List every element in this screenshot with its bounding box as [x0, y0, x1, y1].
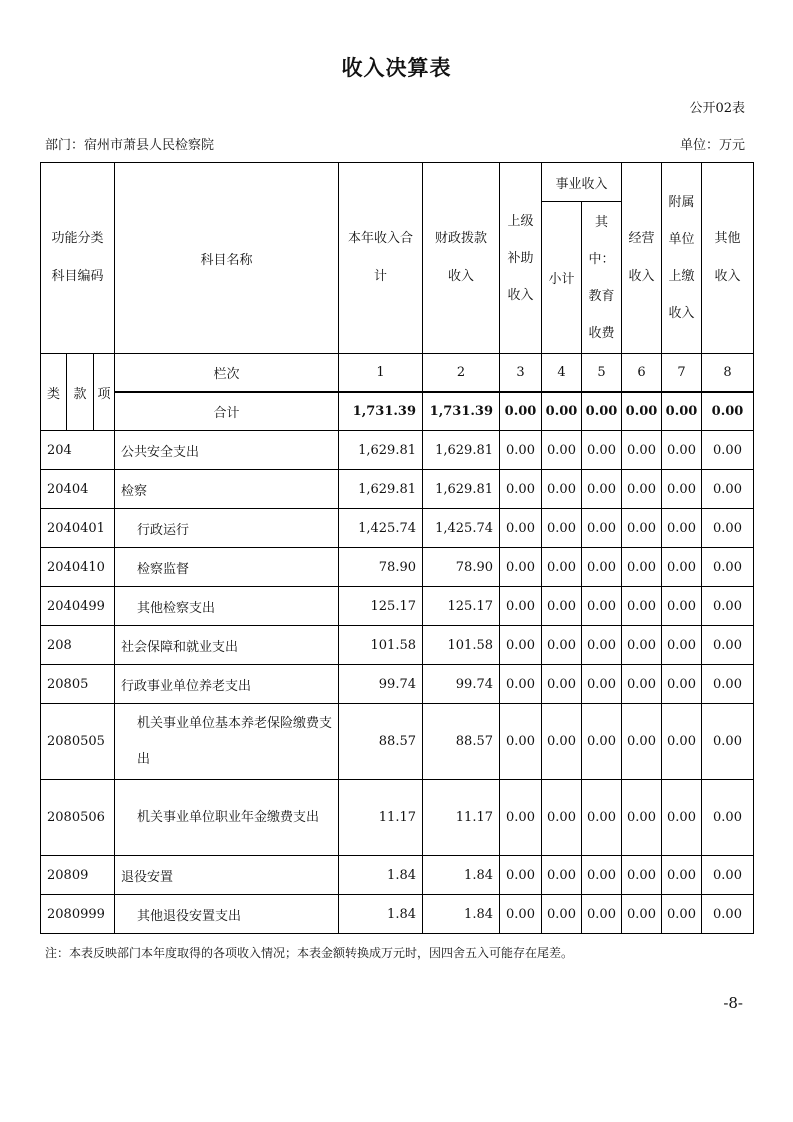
row-value: 0.00: [662, 895, 702, 934]
row-name: 退役安置: [115, 856, 339, 895]
row-value: 0.00: [662, 587, 702, 626]
table-row: [41, 895, 754, 934]
row-value: 0.00: [542, 665, 582, 704]
row-value: 0.00: [622, 509, 662, 548]
row-value: 0.00: [662, 548, 702, 587]
row-value: 1.84: [339, 895, 423, 934]
row-code: 2080999: [41, 895, 115, 934]
col-num: 1: [339, 354, 423, 392]
total-value: 1,731.39: [339, 392, 423, 431]
table-row: [41, 548, 754, 587]
row-value: 0.00: [622, 665, 662, 704]
row-value: 0.00: [622, 780, 662, 856]
row-value: 0.00: [582, 548, 622, 587]
row-value: 99.74: [339, 665, 423, 704]
row-value: 0.00: [542, 856, 582, 895]
row-value: 0.00: [500, 704, 542, 780]
table-row: [41, 780, 754, 856]
row-value: 0.00: [702, 780, 754, 856]
table-row: [41, 856, 754, 895]
row-value: 11.17: [339, 780, 423, 856]
department-label: 部门：宿州市萧县人民检察院: [45, 138, 215, 153]
row-value: 0.00: [500, 548, 542, 587]
row-value: 1,629.81: [339, 470, 423, 509]
row-name: 公共安全支出: [115, 431, 339, 470]
row-value: 0.00: [622, 626, 662, 665]
row-value: 101.58: [423, 626, 500, 665]
business-income-header: 事业收入: [542, 163, 622, 202]
row-value: 0.00: [500, 470, 542, 509]
row-value: 0.00: [702, 509, 754, 548]
row-value: 0.00: [662, 626, 702, 665]
other-header: 其他 收入: [702, 163, 754, 354]
table-row: [41, 470, 754, 509]
row-value: 0.00: [542, 780, 582, 856]
row-value: 0.00: [702, 548, 754, 587]
row-value: 0.00: [582, 895, 622, 934]
table-code: 公开02表: [689, 101, 745, 116]
row-name: 行政运行: [115, 509, 339, 548]
row-code: 2040401: [41, 509, 115, 548]
row-name: 社会保障和就业支出: [115, 626, 339, 665]
row-name: 检察监督: [115, 548, 339, 587]
row-value: 0.00: [542, 548, 582, 587]
row-value: 0.00: [702, 587, 754, 626]
row-value: 0.00: [582, 626, 622, 665]
row-code: 2040410: [41, 548, 115, 587]
row-value: 0.00: [582, 704, 622, 780]
col-num: 2: [423, 354, 500, 392]
row-value: 1,629.81: [423, 470, 500, 509]
col-num: 5: [582, 354, 622, 392]
row-name: 其他退役安置支出: [115, 895, 339, 934]
row-value: 0.00: [702, 856, 754, 895]
row-value: 0.00: [542, 587, 582, 626]
table-row: [41, 509, 754, 548]
row-value: 0.00: [702, 431, 754, 470]
row-value: 0.00: [702, 626, 754, 665]
row-value: 101.58: [339, 626, 423, 665]
row-value: 0.00: [542, 626, 582, 665]
total-value: 0.00: [622, 392, 662, 431]
row-value: 78.90: [423, 548, 500, 587]
func-code-header: 功能分类 科目编码: [41, 163, 115, 354]
table-row: [41, 704, 754, 780]
row-value: 0.00: [542, 895, 582, 934]
fiscal-header: 财政拨款 收入: [423, 163, 500, 354]
row-value: 11.17: [423, 780, 500, 856]
row-value: 0.00: [622, 431, 662, 470]
row-value: 78.90: [339, 548, 423, 587]
subtotal-header: 小计: [542, 202, 582, 354]
row-value: 0.00: [662, 780, 702, 856]
row-code: 2080505: [41, 704, 115, 780]
row-value: 0.00: [622, 895, 662, 934]
row-value: 1,629.81: [339, 431, 423, 470]
row-value: 1,425.74: [339, 509, 423, 548]
row-value: 0.00: [622, 548, 662, 587]
row-value: 0.00: [582, 431, 622, 470]
row-value: 0.00: [500, 626, 542, 665]
row-value: 0.00: [582, 780, 622, 856]
row-name: 其他检察支出: [115, 587, 339, 626]
lei-header: 类: [41, 354, 67, 431]
total-row: [41, 392, 754, 431]
row-value: 0.00: [622, 470, 662, 509]
row-name: 机关事业单位职业年金缴费支出: [115, 780, 339, 856]
row-value: 1,425.74: [423, 509, 500, 548]
row-value: 0.00: [622, 704, 662, 780]
kuan-header: 款: [67, 354, 94, 431]
col-num: 4: [542, 354, 582, 392]
row-value: 125.17: [423, 587, 500, 626]
total-value: 0.00: [702, 392, 754, 431]
row-code: 2040499: [41, 587, 115, 626]
row-code: 208: [41, 626, 115, 665]
row-value: 1,629.81: [423, 431, 500, 470]
total-value: 0.00: [500, 392, 542, 431]
footnote: 注：本表反映部门本年度取得的各项收入情况；本表金额转换成万元时，因四舍五入可能存在尾差。: [45, 946, 574, 960]
table-row: [41, 665, 754, 704]
unit-label: 单位：万元: [679, 138, 745, 153]
row-value: 0.00: [500, 895, 542, 934]
superior-header: 上级 补助 收入: [500, 163, 542, 354]
row-value: 0.00: [702, 665, 754, 704]
row-value: 0.00: [500, 780, 542, 856]
row-value: 0.00: [702, 470, 754, 509]
row-value: 0.00: [702, 895, 754, 934]
row-name: 行政事业单位养老支出: [115, 665, 339, 704]
row-value: 0.00: [500, 665, 542, 704]
row-value: 0.00: [662, 431, 702, 470]
row-value: 0.00: [622, 587, 662, 626]
page-title: 收入决算表: [341, 55, 452, 80]
col-num: 8: [702, 354, 754, 392]
row-value: 1.84: [339, 856, 423, 895]
row-value: 0.00: [662, 665, 702, 704]
col-num: 6: [622, 354, 662, 392]
row-value: 0.00: [702, 704, 754, 780]
row-value: 125.17: [339, 587, 423, 626]
row-value: 99.74: [423, 665, 500, 704]
row-value: 0.00: [582, 856, 622, 895]
table-row: [41, 626, 754, 665]
row-code: 20404: [41, 470, 115, 509]
row-value: 0.00: [622, 856, 662, 895]
table-row: [41, 431, 754, 470]
lanci-header: 栏次: [115, 354, 339, 392]
total-value: 1,731.39: [423, 392, 500, 431]
page-number: -8-: [723, 994, 743, 1012]
row-code: 204: [41, 431, 115, 470]
row-value: 88.57: [339, 704, 423, 780]
row-value: 0.00: [542, 470, 582, 509]
row-value: 1.84: [423, 856, 500, 895]
row-value: 0.00: [662, 704, 702, 780]
education-header: 其 中： 教育 收费: [582, 202, 622, 354]
row-value: 1.84: [423, 895, 500, 934]
total-label: 合计: [115, 392, 339, 431]
row-value: 0.00: [500, 431, 542, 470]
income-table: [40, 162, 754, 934]
row-code: 20805: [41, 665, 115, 704]
total-value: 0.00: [542, 392, 582, 431]
row-value: 0.00: [662, 470, 702, 509]
total-value: 0.00: [582, 392, 622, 431]
row-value: 0.00: [542, 431, 582, 470]
row-value: 0.00: [582, 509, 622, 548]
row-value: 88.57: [423, 704, 500, 780]
row-value: 0.00: [500, 856, 542, 895]
col-num: 3: [500, 354, 542, 392]
table-row: [41, 587, 754, 626]
subject-name-header: 科目名称: [115, 163, 339, 354]
row-value: 0.00: [500, 587, 542, 626]
xiang-header: 项: [94, 354, 115, 431]
row-value: 0.00: [500, 509, 542, 548]
operating-header: 经营 收入: [622, 163, 662, 354]
col-num: 7: [662, 354, 702, 392]
row-name: 机关事业单位基本养老保险缴费支出: [115, 704, 339, 780]
total-income-header: 本年收入合 计: [339, 163, 423, 354]
row-value: 0.00: [662, 856, 702, 895]
row-value: 0.00: [582, 587, 622, 626]
row-code: 2080506: [41, 780, 115, 856]
total-value: 0.00: [662, 392, 702, 431]
row-value: 0.00: [582, 470, 622, 509]
row-value: 0.00: [662, 509, 702, 548]
affiliated-header: 附属 单位 上缴 收入: [662, 163, 702, 354]
row-value: 0.00: [542, 704, 582, 780]
row-value: 0.00: [542, 509, 582, 548]
row-value: 0.00: [582, 665, 622, 704]
row-code: 20809: [41, 856, 115, 895]
row-name: 检察: [115, 470, 339, 509]
